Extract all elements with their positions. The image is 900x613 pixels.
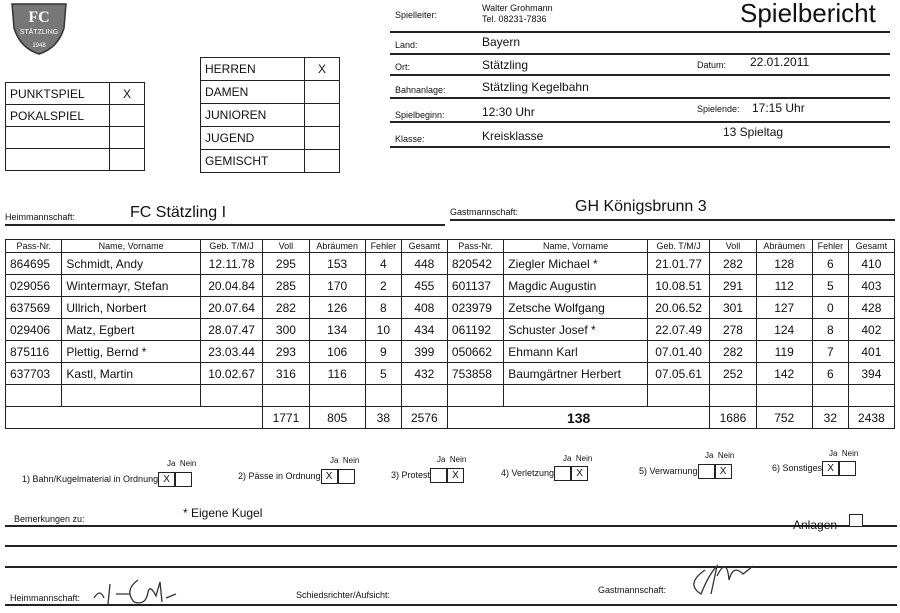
guest-name-cell: Ziegler Michael * <box>504 253 648 275</box>
guest-geb-cell: 07.05.61 <box>647 363 710 385</box>
col-pass: Pass-Nr. <box>447 240 503 253</box>
guest-name-cell: Ehmann Karl <box>504 341 648 363</box>
sig-heim-label: Heimmannschaft: <box>10 593 81 603</box>
category-label: GEMISCHT <box>201 150 305 173</box>
guest-pass-cell: 061192 <box>447 319 503 341</box>
guest-voll-cell: 278 <box>710 319 756 341</box>
home-gesamt-total: 2576 <box>401 407 447 429</box>
guest-geb-cell: 07.01.40 <box>647 341 710 363</box>
category-mark <box>305 150 340 173</box>
guest-gesamt-cell: 401 <box>848 341 894 363</box>
heim-label: Heimmannschaft: <box>5 212 76 222</box>
home-name-cell: Matz, Egbert <box>62 319 200 341</box>
home-abr-cell: 153 <box>309 253 365 275</box>
guest-pass-cell: 753858 <box>447 363 503 385</box>
category-mark <box>305 104 340 127</box>
guest-voll-cell: 282 <box>710 253 756 275</box>
guest-voll-cell: 291 <box>710 275 756 297</box>
guest-abr-total: 752 <box>756 407 812 429</box>
home-abr-cell: 170 <box>309 275 365 297</box>
category-mark: X <box>305 58 340 81</box>
beginn-value: 12:30 Uhr <box>482 105 535 119</box>
table-row <box>6 319 895 341</box>
home-geb-cell: 20.07.64 <box>200 297 263 319</box>
guest-abr-cell: 127 <box>756 297 812 319</box>
sig-schiri-label: Schiedsrichter/Aufsicht: <box>296 590 391 600</box>
nein-label: Nein <box>179 459 197 468</box>
home-pass-cell: 029056 <box>6 275 62 297</box>
land-value: Bayern <box>482 35 521 49</box>
col-gesamt: Gesamt <box>401 240 447 253</box>
home-fehler-cell: 2 <box>365 275 401 297</box>
q3-nein-box[interactable]: X <box>447 468 464 483</box>
q4-nein-box[interactable]: X <box>571 466 588 481</box>
header-row <box>6 240 895 253</box>
home-abr-cell: 126 <box>309 297 365 319</box>
table-row <box>6 253 895 275</box>
home-abr-cell: 134 <box>309 319 365 341</box>
home-geb-cell: 12.11.78 <box>200 253 263 275</box>
nein-label: Nein <box>841 449 859 458</box>
home-pass-cell: 637569 <box>6 297 62 319</box>
home-fehler-total: 38 <box>365 407 401 429</box>
home-name-cell: Schmidt, Andy <box>62 253 200 275</box>
empty-row <box>6 385 895 407</box>
home-gesamt-cell: 448 <box>401 253 447 275</box>
ja-label: Ja <box>705 451 714 460</box>
nein-label: Nein <box>342 456 360 465</box>
spielleiter-label: Spielleiter: <box>395 10 438 20</box>
q6-nein-box[interactable] <box>839 461 856 476</box>
q4-ja-box[interactable] <box>554 466 571 481</box>
gast-team: GH Königsbrunn 3 <box>575 198 707 215</box>
home-gesamt-cell: 434 <box>401 319 447 341</box>
remarks-text: * Eigene Kugel <box>183 506 263 520</box>
home-voll-cell: 293 <box>263 341 309 363</box>
q1-ja-box[interactable]: X <box>158 472 175 487</box>
col-fehler: Fehler <box>365 240 401 253</box>
home-pass-cell: 875116 <box>6 341 62 363</box>
col-pass: Pass-Nr. <box>6 240 62 253</box>
home-voll-cell: 282 <box>263 297 309 319</box>
ja-label: Ja <box>167 459 176 468</box>
q4-label: 4) Verletzung <box>501 467 555 478</box>
match-type-left <box>5 82 145 171</box>
ort-value: Stätzling <box>482 58 529 72</box>
home-pass-cell: 637703 <box>6 363 62 385</box>
guest-pass-cell: 023979 <box>447 297 503 319</box>
type-label: PUNKTSPIEL <box>6 83 110 105</box>
home-geb-cell: 10.02.67 <box>200 363 263 385</box>
type-label <box>6 127 110 149</box>
land-label: Land: <box>395 40 418 50</box>
home-name-cell: Plettig, Bernd * <box>62 341 200 363</box>
type-mark <box>110 127 145 149</box>
guest-voll-cell: 252 <box>710 363 756 385</box>
col-abr: Abräumen <box>756 240 812 253</box>
bahn-label: Bahnanlage: <box>395 85 446 95</box>
col-voll: Voll <box>263 240 309 253</box>
nein-label: Nein <box>717 451 735 460</box>
home-abr-total: 805 <box>309 407 365 429</box>
ja-label: Ja <box>563 454 572 463</box>
table-row <box>6 297 895 319</box>
guest-pass-cell: 050662 <box>447 341 503 363</box>
guest-voll-cell: 282 <box>710 341 756 363</box>
home-gesamt-cell: 399 <box>401 341 447 363</box>
klasse-label: Klasse: <box>395 134 425 144</box>
guest-name-cell: Magdic Augustin <box>504 275 648 297</box>
q5-nein-box[interactable]: X <box>715 464 732 479</box>
home-gesamt-cell: 432 <box>401 363 447 385</box>
svg-text:FC: FC <box>28 9 50 26</box>
point-difference: 138 <box>447 407 709 429</box>
guest-fehler-cell: 0 <box>812 297 848 319</box>
guest-abr-cell: 119 <box>756 341 812 363</box>
sig-heim-signature <box>90 574 210 613</box>
beginn-label: Spielbeginn: <box>395 110 445 120</box>
guest-pass-cell: 601137 <box>447 275 503 297</box>
home-voll-cell: 295 <box>263 253 309 275</box>
home-voll-cell: 300 <box>263 319 309 341</box>
bahn-value: Stätzling Kegelbahn <box>482 80 589 94</box>
svg-text:STÄTZLING: STÄTZLING <box>19 29 59 36</box>
guest-geb-cell: 20.06.52 <box>647 297 710 319</box>
guest-fehler-cell: 5 <box>812 275 848 297</box>
guest-abr-cell: 112 <box>756 275 812 297</box>
home-voll-cell: 285 <box>263 275 309 297</box>
home-geb-cell: 23.03.44 <box>200 341 263 363</box>
ja-label: Ja <box>829 449 838 458</box>
q6-label: 6) Sonstiges <box>772 462 823 473</box>
home-abr-cell: 116 <box>309 363 365 385</box>
guest-gesamt-cell: 410 <box>848 253 894 275</box>
match-type-right <box>200 57 340 173</box>
q6-ja-box[interactable]: X <box>822 461 839 476</box>
home-name-cell: Wintermayr, Stefan <box>62 275 200 297</box>
remarks-label: Bemerkungen zu: <box>14 514 85 524</box>
q3-label: 3) Protest <box>391 469 431 480</box>
home-name-cell: Ullrich, Norbert <box>62 297 200 319</box>
spielleiter-name: Walter Grohmann <box>482 3 553 13</box>
guest-voll-cell: 301 <box>710 297 756 319</box>
guest-fehler-cell: 8 <box>812 319 848 341</box>
category-label: JUGEND <box>201 127 305 150</box>
col-voll: Voll <box>710 240 756 253</box>
gast-label: Gastmannschaft: <box>450 207 519 217</box>
guest-pass-cell: 820542 <box>447 253 503 275</box>
home-pass-cell: 029406 <box>6 319 62 341</box>
ja-label: Ja <box>330 456 339 465</box>
guest-name-cell: Schuster Josef * <box>504 319 648 341</box>
datum-label: Datum: <box>697 60 727 70</box>
guest-abr-cell: 124 <box>756 319 812 341</box>
table-row <box>6 341 895 363</box>
report-title: Spielbericht <box>740 0 876 28</box>
guest-abr-cell: 142 <box>756 363 812 385</box>
home-name-cell: Kastl, Martin <box>62 363 200 385</box>
home-voll-cell: 316 <box>263 363 309 385</box>
col-fehler: Fehler <box>812 240 848 253</box>
guest-gesamt-cell: 428 <box>848 297 894 319</box>
guest-name-cell: Baumgärtner Herbert <box>504 363 648 385</box>
home-fehler-cell: 9 <box>365 341 401 363</box>
ort-label: Ort: <box>395 62 410 72</box>
guest-gesamt-cell: 402 <box>848 319 894 341</box>
q5-label: 5) Verwarnung <box>639 465 698 476</box>
category-mark <box>305 81 340 104</box>
sig-gast-signature <box>685 560 780 603</box>
home-pass-cell: 864695 <box>6 253 62 275</box>
home-gesamt-cell: 408 <box>401 297 447 319</box>
home-geb-cell: 28.07.47 <box>200 319 263 341</box>
col-gesamt: Gesamt <box>848 240 894 253</box>
q3-ja-box[interactable] <box>430 468 447 483</box>
table-row <box>6 275 895 297</box>
guest-gesamt-cell: 403 <box>848 275 894 297</box>
type-mark <box>110 149 145 171</box>
guest-fehler-total: 32 <box>812 407 848 429</box>
home-abr-cell: 106 <box>309 341 365 363</box>
type-mark <box>110 105 145 127</box>
home-fehler-cell: 4 <box>365 253 401 275</box>
datum-value: 22.01.2011 <box>750 55 810 69</box>
q2-label: 2) Pässe in Ordnung <box>238 470 321 481</box>
guest-fehler-cell: 7 <box>812 341 848 363</box>
anlagen-checkbox[interactable] <box>849 514 863 527</box>
svg-text:1948: 1948 <box>32 43 46 49</box>
guest-abr-cell: 128 <box>756 253 812 275</box>
guest-name-cell: Zetsche Wolfgang <box>504 297 648 319</box>
col-name: Name, Vorname <box>62 240 200 253</box>
club-logo <box>8 0 70 55</box>
category-label: HERREN <box>201 58 305 81</box>
heim-team: FC Stätzling I <box>130 204 227 221</box>
col-abr: Abräumen <box>309 240 365 253</box>
ja-label: Ja <box>437 455 446 464</box>
type-mark: X <box>110 83 145 105</box>
home-fehler-cell: 8 <box>365 297 401 319</box>
col-name: Name, Vorname <box>504 240 648 253</box>
home-fehler-cell: 5 <box>365 363 401 385</box>
guest-gesamt-cell: 394 <box>848 363 894 385</box>
sig-gast-label: Gastmannschaft: <box>598 585 667 595</box>
guest-fehler-cell: 6 <box>812 253 848 275</box>
ende-label: Spielende: <box>697 104 740 114</box>
spieltag-value: 13 Spieltag <box>723 125 784 139</box>
nein-label: Nein <box>449 455 467 464</box>
type-label <box>6 149 110 171</box>
guest-geb-cell: 21.01.77 <box>647 253 710 275</box>
nein-label: Nein <box>575 454 593 463</box>
q2-ja-box[interactable]: X <box>321 469 338 484</box>
type-label: POKALSPIEL <box>6 105 110 127</box>
spielleiter-tel: Tel. 08231-7836 <box>482 14 547 24</box>
guest-geb-cell: 10.08.51 <box>647 275 710 297</box>
category-mark <box>305 127 340 150</box>
home-voll-total: 1771 <box>263 407 309 429</box>
totals-row <box>6 407 895 429</box>
table-row <box>6 363 895 385</box>
q2-nein-box[interactable] <box>338 469 355 484</box>
ende-value: 17:15 Uhr <box>752 101 805 115</box>
category-label: JUNIOREN <box>201 104 305 127</box>
col-geb: Geb. T/M/J <box>200 240 263 253</box>
home-geb-cell: 20.04.84 <box>200 275 263 297</box>
home-gesamt-cell: 455 <box>401 275 447 297</box>
anlagen-label: Anlagen <box>793 518 838 532</box>
category-label: DAMEN <box>201 81 305 104</box>
q5-ja-box[interactable] <box>698 464 715 479</box>
klasse-value: Kreisklasse <box>482 129 544 143</box>
q1-label: 1) Bahn/Kugelmaterial in Ordnung <box>22 473 159 484</box>
col-geb: Geb. T/M/J <box>647 240 710 253</box>
guest-voll-total: 1686 <box>710 407 756 429</box>
q1-nein-box[interactable] <box>175 472 192 487</box>
guest-fehler-cell: 6 <box>812 363 848 385</box>
results-table <box>5 239 895 429</box>
guest-geb-cell: 22.07.49 <box>647 319 710 341</box>
home-fehler-cell: 10 <box>365 319 401 341</box>
guest-gesamt-total: 2438 <box>848 407 894 429</box>
